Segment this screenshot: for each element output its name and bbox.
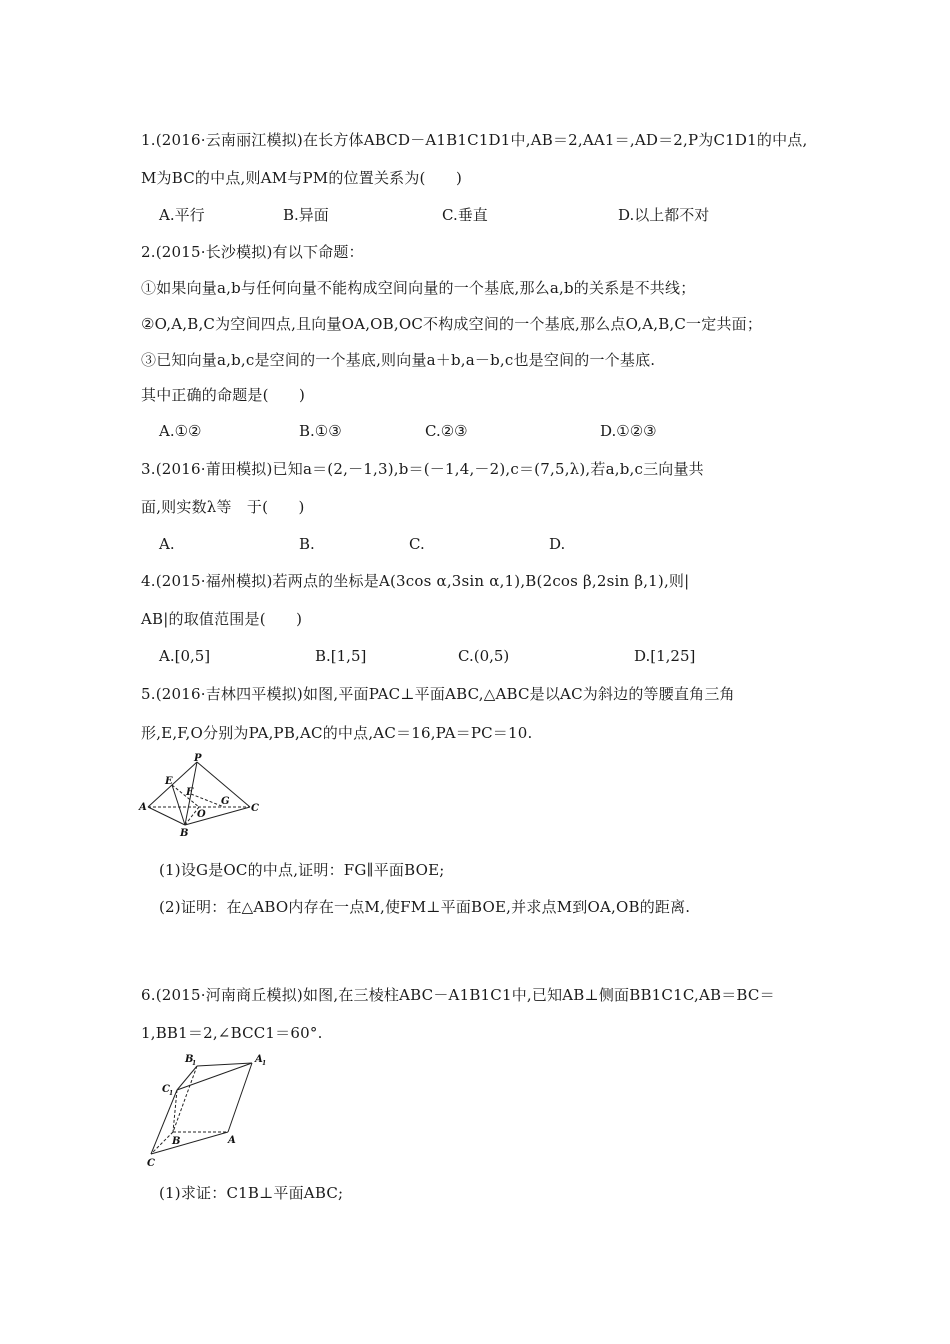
label-c: C [251, 803, 259, 814]
q2-line3: ②O,A,B,C为空间四点,且向量OA,OB,OC不构成空间的一个基底,那么点O,A,B,C一定共面； [141, 315, 763, 333]
prism-figure [140, 1052, 280, 1172]
q1-option-b: B.异面 [283, 206, 329, 224]
pyramid-figure [138, 752, 268, 840]
q4-line1: 4.(2015·福州模拟)若两点的坐标是A(3cos α,3sin α,1),B(2cos β,2sin β,1),则| [141, 572, 690, 590]
q2-option-d: D.①②③ [600, 422, 657, 440]
label-b: B [172, 1136, 181, 1147]
q1-line1: 1.(2016·云南丽江模拟)在长方体ABCD－A1B1C1D1中,AB＝2,AA1＝,AD＝2,P为C1D1的中点, [141, 131, 808, 149]
q6-sub1: (1)求证：C1B⊥平面ABC; [159, 1184, 344, 1202]
q2-line1: 2.(2015·长沙模拟)有以下命题： [141, 243, 364, 261]
q3-option-c: C. [409, 535, 425, 553]
label-a: A [228, 1135, 236, 1146]
q4-option-a: A.[0,5] [159, 647, 211, 665]
q6-line2: 1,BB1＝2,∠BCC1＝60°. [141, 1024, 323, 1042]
q4-option-d: D.[1,25] [634, 647, 696, 665]
q3-option-b: B. [299, 535, 315, 553]
q5-line2: 形,E,F,O分别为PA,PB,AC的中点,AC＝16,PA＝PC＝10. [141, 724, 533, 742]
q2-option-c: C.②③ [425, 422, 468, 440]
q5-line1: 5.(2016·吉林四平模拟)如图,平面PAC⊥平面ABC,△ABC是以AC为斜边的等腰直角三角 [141, 685, 735, 703]
q4-option-c: C.(0,5) [458, 647, 510, 665]
q4-option-b: B.[1,5] [315, 647, 367, 665]
label-c1-sub: 1 [169, 1090, 174, 1097]
label-g: G [221, 796, 230, 807]
label-o: O [197, 809, 206, 820]
label-f: F [186, 787, 194, 798]
label-a1-sub: 1 [262, 1060, 267, 1067]
label-c1: C [162, 1084, 170, 1095]
label-c: C [147, 1158, 155, 1169]
label-a: A [139, 802, 147, 813]
label-b1-sub: 1 [192, 1060, 197, 1067]
q6-line1: 6.(2015·河南商丘模拟)如图,在三棱柱ABC－A1B1C1中,已知AB⊥侧面BB1C1C,AB＝BC＝ [141, 986, 775, 1004]
q1-option-d: D.以上都不对 [618, 206, 710, 224]
label-e: E [165, 776, 173, 787]
q5-sub1: (1)设G是OC的中点,证明：FG∥平面BOE; [159, 861, 445, 879]
q2-option-b: B.①③ [299, 422, 342, 440]
q1-line2: M为BC的中点,则AM与PM的位置关系为( ) [141, 169, 463, 187]
q3-option-d: D. [549, 535, 566, 553]
q2-line2: ①如果向量a,b与任何向量不能构成空间向量的一个基底,那么a,b的关系是不共线； [141, 279, 696, 297]
q3-option-a: A. [159, 535, 175, 553]
label-b1: B [185, 1054, 194, 1065]
label-p: P [194, 753, 202, 764]
q4-line2: AB|的取值范围是( ) [141, 610, 303, 628]
q1-option-c: C.垂直 [442, 206, 488, 224]
label-b: B [180, 828, 189, 839]
q2-option-a: A.①② [159, 422, 202, 440]
q2-line5: 其中正确的命题是( ) [141, 386, 306, 404]
q2-line4: ③已知向量a,b,c是空间的一个基底,则向量a＋b,a－b,c也是空间的一个基底. [141, 351, 656, 369]
q3-line1: 3.(2016·莆田模拟)已知a＝(2,－1,3),b＝(－1,4,－2),c＝(7,5,λ),若a,b,c三向量共 [141, 460, 704, 478]
q1-option-a: A.平行 [159, 206, 205, 224]
label-a1: A [255, 1054, 263, 1065]
q3-line2: 面,则实数λ等 于( ) [141, 498, 305, 516]
q5-sub2: (2)证明：在△ABO内存在一点M,使FM⊥平面BOE,并求点M到OA,OB的距离. [159, 898, 691, 916]
